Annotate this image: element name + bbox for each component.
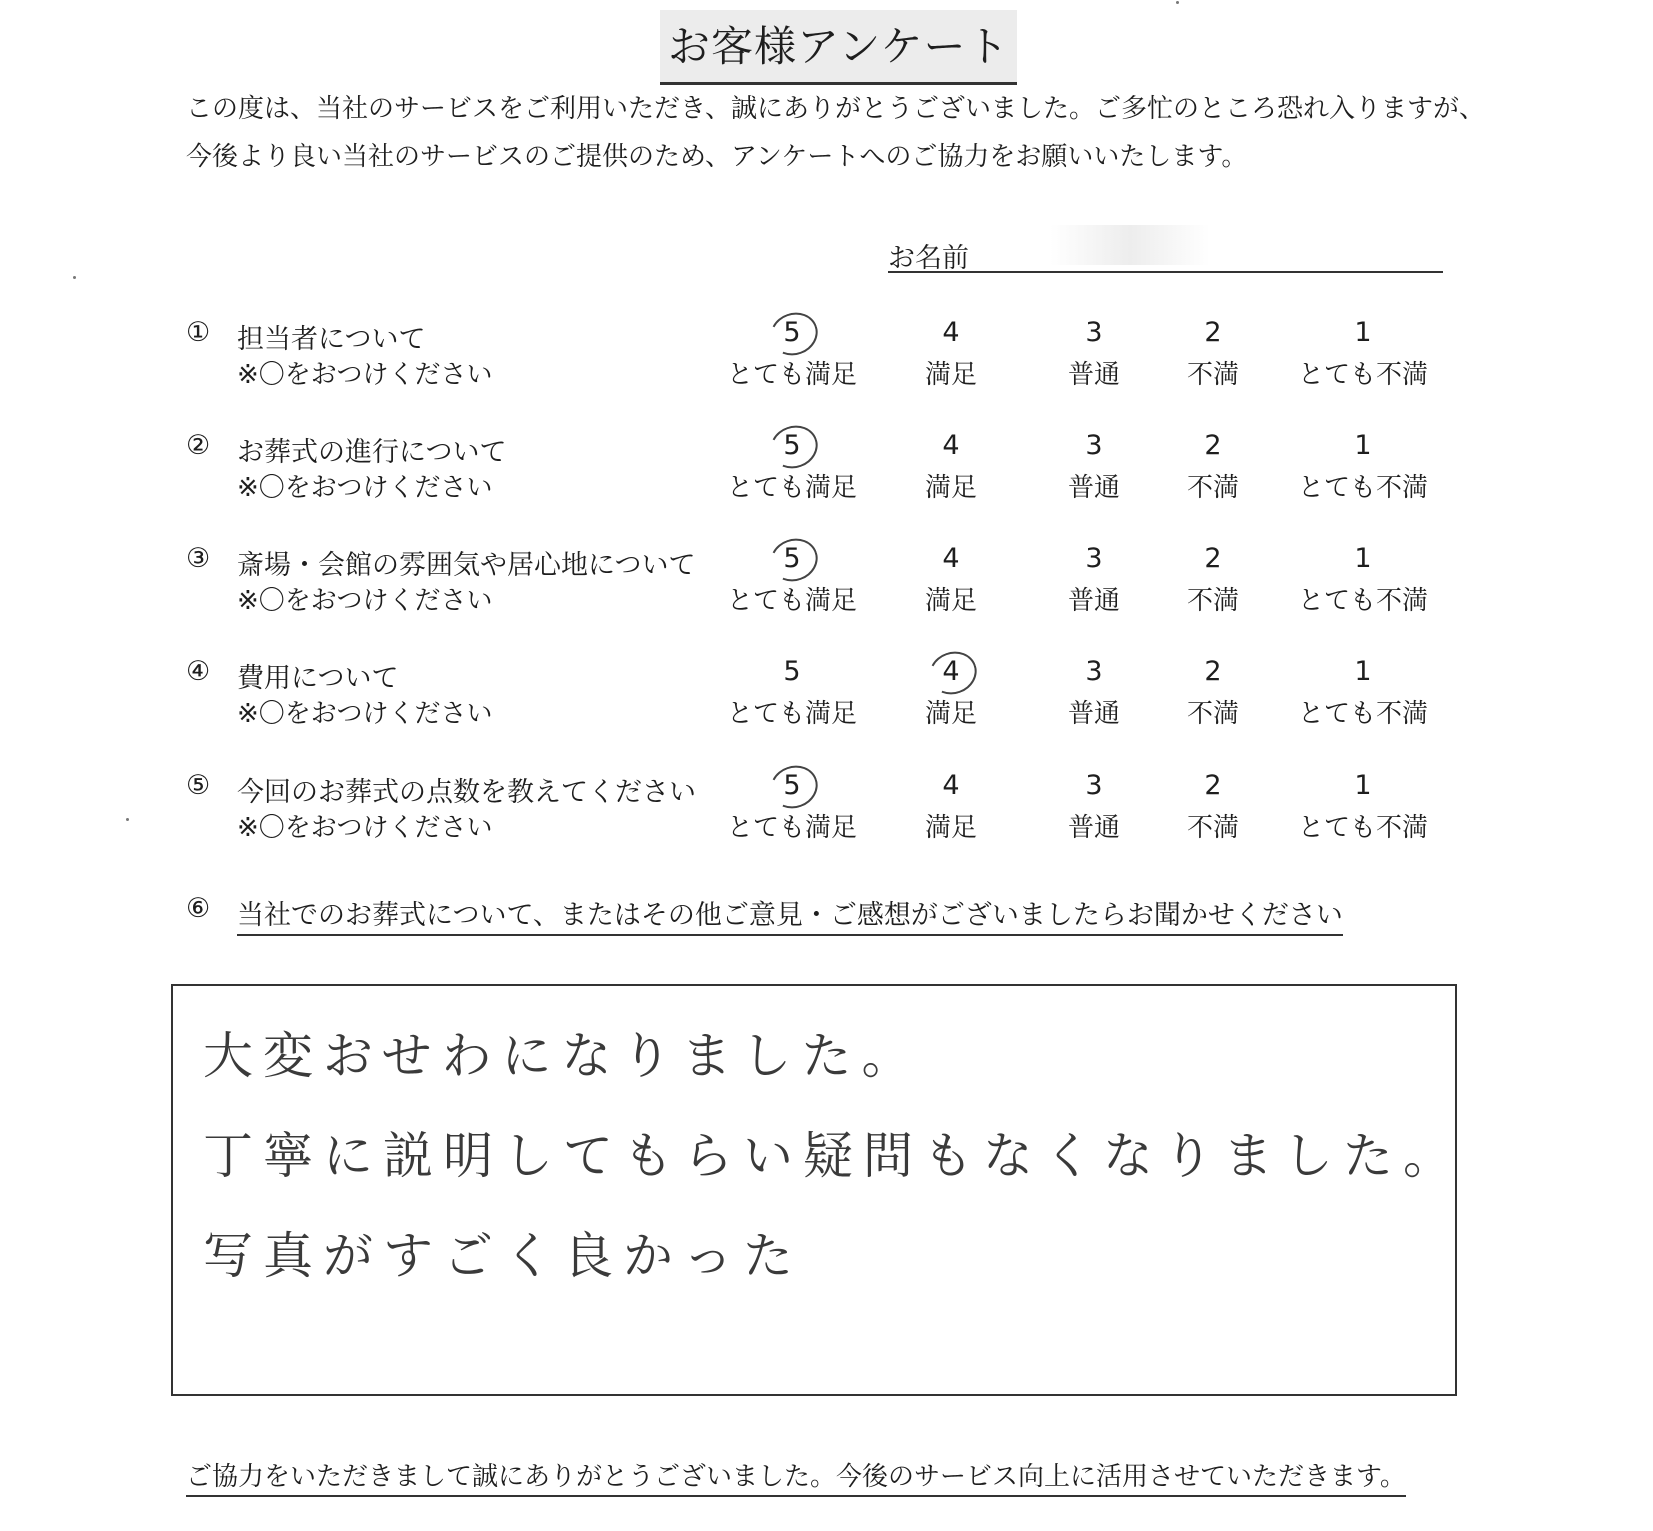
score-option-5[interactable]: 5 (783, 543, 801, 574)
score-label: 普通 (1067, 813, 1120, 843)
score-option-2[interactable]: 2 (1204, 430, 1222, 461)
score-label: 満足 (924, 586, 977, 616)
score-label: とても不満 (1297, 586, 1428, 616)
question-note: ※〇をおつけください (237, 360, 493, 390)
question-text: 費用について (237, 663, 399, 694)
score-label: 不満 (1186, 586, 1239, 616)
score-option-4[interactable]: 4 (942, 543, 960, 574)
score-label: 不満 (1186, 813, 1239, 843)
intro-line-1: この度は、当社のサービスをご利用いただき、誠にありがとうございました。ご多忙のところ恐れ入りますが、 (186, 94, 1485, 124)
score-option-1[interactable]: 1 (1354, 317, 1372, 348)
question-number: ⑥ (186, 893, 211, 924)
question-text: 斎場・会館の雰囲気や居心地について (237, 550, 696, 581)
score-label: とても不満 (1297, 360, 1428, 390)
question-number: ① (186, 317, 211, 348)
score-label: 普通 (1067, 473, 1120, 503)
score-option-5[interactable]: 5 (783, 430, 801, 461)
score-option-3[interactable]: 3 (1085, 770, 1103, 801)
score-option-2[interactable]: 2 (1204, 317, 1222, 348)
score-label: 満足 (924, 473, 977, 503)
score-option-3[interactable]: 3 (1085, 543, 1103, 574)
score-label: とても満足 (726, 586, 857, 616)
score-label: とても不満 (1297, 473, 1428, 503)
score-option-4[interactable]: 4 (942, 317, 960, 348)
score-label: 普通 (1067, 699, 1120, 729)
score-option-1[interactable]: 1 (1354, 430, 1372, 461)
question-text: 担当者について (237, 324, 426, 355)
question-text: 当社でのお葬式について、またはその他ご意見・ご感想がございましたらお聞かせください (237, 893, 1343, 936)
score-option-1[interactable]: 1 (1354, 770, 1372, 801)
score-option-3[interactable]: 3 (1085, 656, 1103, 687)
scan-speck (73, 276, 76, 279)
score-option-2[interactable]: 2 (1204, 543, 1222, 574)
score-label: とても満足 (726, 813, 857, 843)
question-note: ※〇をおつけください (237, 473, 493, 503)
question-text: 今回のお葬式の点数を教えてください (237, 777, 696, 808)
score-label: 満足 (924, 699, 977, 729)
score-label: とても満足 (726, 473, 857, 503)
score-label: とても満足 (726, 360, 857, 390)
score-option-4[interactable]: 4 (942, 430, 960, 461)
question-number: ③ (186, 543, 211, 574)
score-label: 普通 (1067, 360, 1120, 390)
comment-box (171, 984, 1463, 1396)
score-option-5[interactable]: 5 (783, 770, 801, 801)
comment-line-3: 写真がすごく良かった (203, 1227, 803, 1285)
question-number: ② (186, 430, 211, 461)
name-label: お名前 (888, 243, 969, 274)
name-value-redacted (1050, 225, 1210, 265)
question-number: ④ (186, 656, 211, 687)
footer-thanks: ご協力をいただきまして誠にありがとうございました。今後のサービス向上に活用させていただきます。 (186, 1456, 1406, 1497)
score-option-2[interactable]: 2 (1204, 656, 1222, 687)
question-note: ※〇をおつけください (237, 699, 493, 729)
score-label: 普通 (1067, 586, 1120, 616)
name-field-line (888, 271, 1443, 273)
score-label: 満足 (924, 360, 977, 390)
question-note: ※〇をおつけください (237, 813, 493, 843)
score-label: とても満足 (726, 699, 857, 729)
score-option-1[interactable]: 1 (1354, 543, 1372, 574)
page-title: お客様アンケート (660, 10, 1017, 85)
comment-line-2: 丁寧に説明してもらい疑問もなくなりました。 (203, 1127, 1463, 1185)
score-label: 不満 (1186, 360, 1239, 390)
score-option-1[interactable]: 1 (1354, 656, 1372, 687)
question-number: ⑤ (186, 770, 211, 801)
question-text: お葬式の進行について (237, 437, 507, 468)
score-label: とても不満 (1297, 813, 1428, 843)
score-label: 不満 (1186, 473, 1239, 503)
score-option-4[interactable]: 4 (942, 770, 960, 801)
score-option-3[interactable]: 3 (1085, 430, 1103, 461)
intro-line-2: 今後より良い当社のサービスのご提供のため、アンケートへのご協力をお願いいたします。 (186, 142, 1248, 172)
score-option-5[interactable]: 5 (783, 317, 801, 348)
score-option-4[interactable]: 4 (942, 656, 960, 687)
question-note: ※〇をおつけください (237, 586, 493, 616)
scan-speck (126, 818, 129, 821)
score-label: 不満 (1186, 699, 1239, 729)
score-option-2[interactable]: 2 (1204, 770, 1222, 801)
score-option-3[interactable]: 3 (1085, 317, 1103, 348)
score-label: 満足 (924, 813, 977, 843)
comment-line-1: 大変おせわになりました。 (203, 1027, 922, 1085)
score-option-5[interactable]: 5 (783, 656, 801, 687)
scan-speck (1176, 1, 1179, 4)
score-label: とても不満 (1297, 699, 1428, 729)
